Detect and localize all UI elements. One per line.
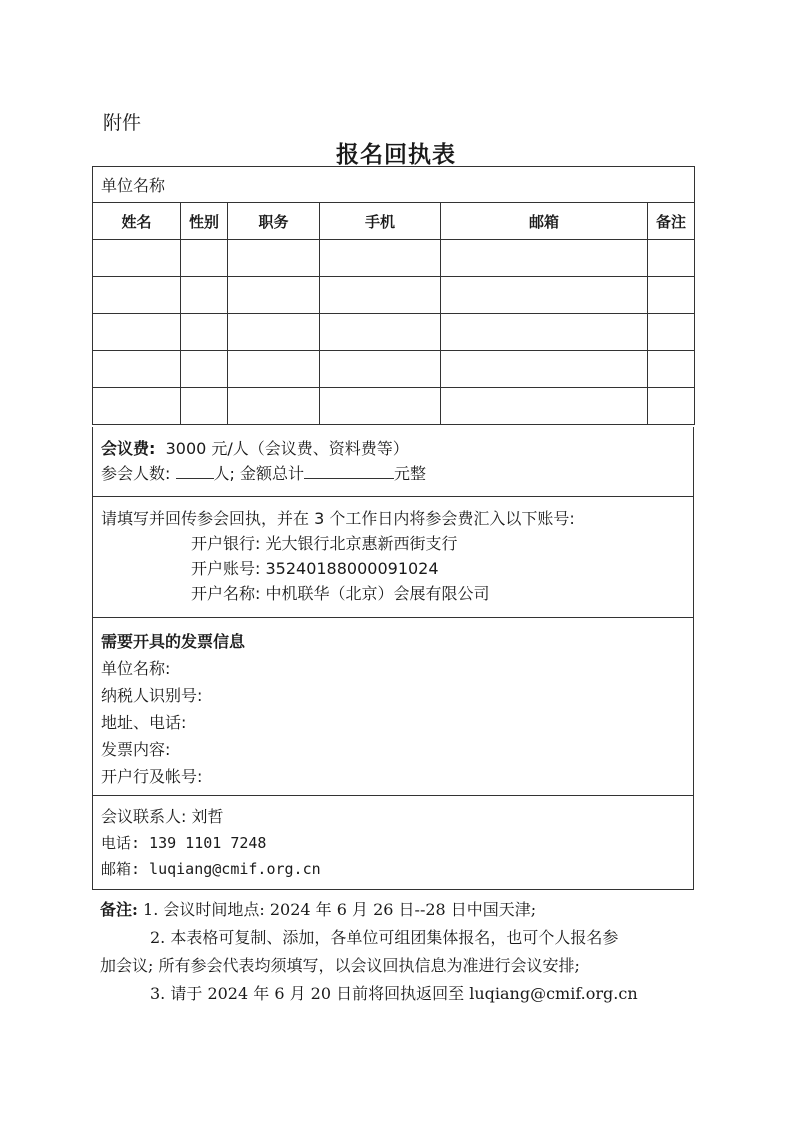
table-row [93,240,695,277]
table-cell[interactable] [320,277,441,314]
table-cell[interactable] [181,314,228,351]
fee-value: 3000 元/人（会议费、资料费等） [165,439,409,458]
registration-table [92,166,695,425]
table-cell[interactable] [93,277,181,314]
table-cell[interactable] [93,388,181,425]
fee-section [92,427,694,497]
table-cell[interactable] [441,240,648,277]
note-3: 3. 请于 2024 年 6 月 20 日前将回执返回至 luqiang@cmif.org.cn [150,984,638,1003]
invoice-bank-account: 开户行及帐号: [101,767,203,786]
table-cell[interactable] [648,314,695,351]
table-cell[interactable] [320,240,441,277]
fee-label: 会议费: [101,439,156,458]
table-cell[interactable] [441,314,648,351]
total-label: 金额总计 [240,464,305,483]
table-cell[interactable] [228,388,320,425]
unit-name-row [93,167,695,203]
table-row [93,388,695,425]
payment-section [92,497,694,618]
table-cell[interactable] [93,314,181,351]
table-row [93,277,695,314]
note-2-line-1: 2. 本表格可复制、添加，各单位可组团集体报名，也可个人报名参 [150,928,619,947]
attachment-label: 附件 [103,112,142,134]
attendees-label: 参会人数: [101,464,171,483]
header-email: 邮箱 [441,203,648,240]
page-title: 报名回执表 [336,141,456,168]
table-cell[interactable] [93,240,181,277]
contact-person: 会议联系人: 刘哲 [101,807,224,826]
notes-section [100,896,700,1008]
table-cell[interactable] [228,314,320,351]
contact-email[interactable]: 邮箱: luqiang@cmif.org.cn [101,860,321,878]
table-cell[interactable] [181,240,228,277]
table-cell[interactable] [648,240,695,277]
table-cell[interactable] [181,351,228,388]
invoice-content: 发票内容: [101,740,171,759]
header-mobile: 手机 [320,203,441,240]
bank-name: 开户银行: 光大银行北京惠新西街支行 [191,534,458,553]
header-remarks: 备注 [648,203,695,240]
table-cell[interactable] [441,388,648,425]
table-cell[interactable] [181,388,228,425]
invoice-tax-id: 纳税人识别号: [101,686,203,705]
invoice-address-phone: 地址、电话: [101,713,187,732]
unit-name-field[interactable] [93,167,695,203]
attendees-blank[interactable] [176,464,214,479]
notes-label: 备注: [100,900,138,919]
table-cell[interactable] [648,388,695,425]
contact-phone: 电话: 139 1101 7248 [101,834,267,852]
payment-instruction: 请填写并回传参会回执，并在 3 个工作日内将参会费汇入以下账号: [101,509,575,528]
bank-account: 开户账号: 35240188000091024 [191,559,439,578]
header-gender: 性别 [181,203,228,240]
header-row [93,203,695,240]
table-cell[interactable] [441,351,648,388]
account-name: 开户名称: 中机联华（北京）会展有限公司 [191,584,490,603]
table-row [93,351,695,388]
note-2-line-2: 加会议; 所有参会代表均须填写，以会议回执信息为准进行会议安排; [100,956,580,975]
header-position: 职务 [228,203,320,240]
table-cell[interactable] [320,351,441,388]
table-cell[interactable] [228,240,320,277]
header-name: 姓名 [93,203,181,240]
total-suffix: 元整 [394,464,427,483]
table-cell[interactable] [228,351,320,388]
table-cell[interactable] [441,277,648,314]
invoice-unit-name: 单位名称: [101,659,171,678]
invoice-title: 需要开具的发票信息 [101,632,246,651]
note-1: 1. 会议时间地点: 2024 年 6 月 26 日--28 日中国天津; [143,900,537,919]
table-cell[interactable] [320,388,441,425]
table-cell[interactable] [181,277,228,314]
contact-section [92,796,694,890]
table-cell[interactable] [93,351,181,388]
table-cell[interactable] [648,351,695,388]
table-cell[interactable] [320,314,441,351]
invoice-section [92,618,694,796]
unit-name-label: 单位名称 [101,176,166,195]
attendees-unit: 人; [213,464,235,483]
table-cell[interactable] [228,277,320,314]
total-blank[interactable] [304,464,394,479]
table-row [93,314,695,351]
table-cell[interactable] [648,277,695,314]
